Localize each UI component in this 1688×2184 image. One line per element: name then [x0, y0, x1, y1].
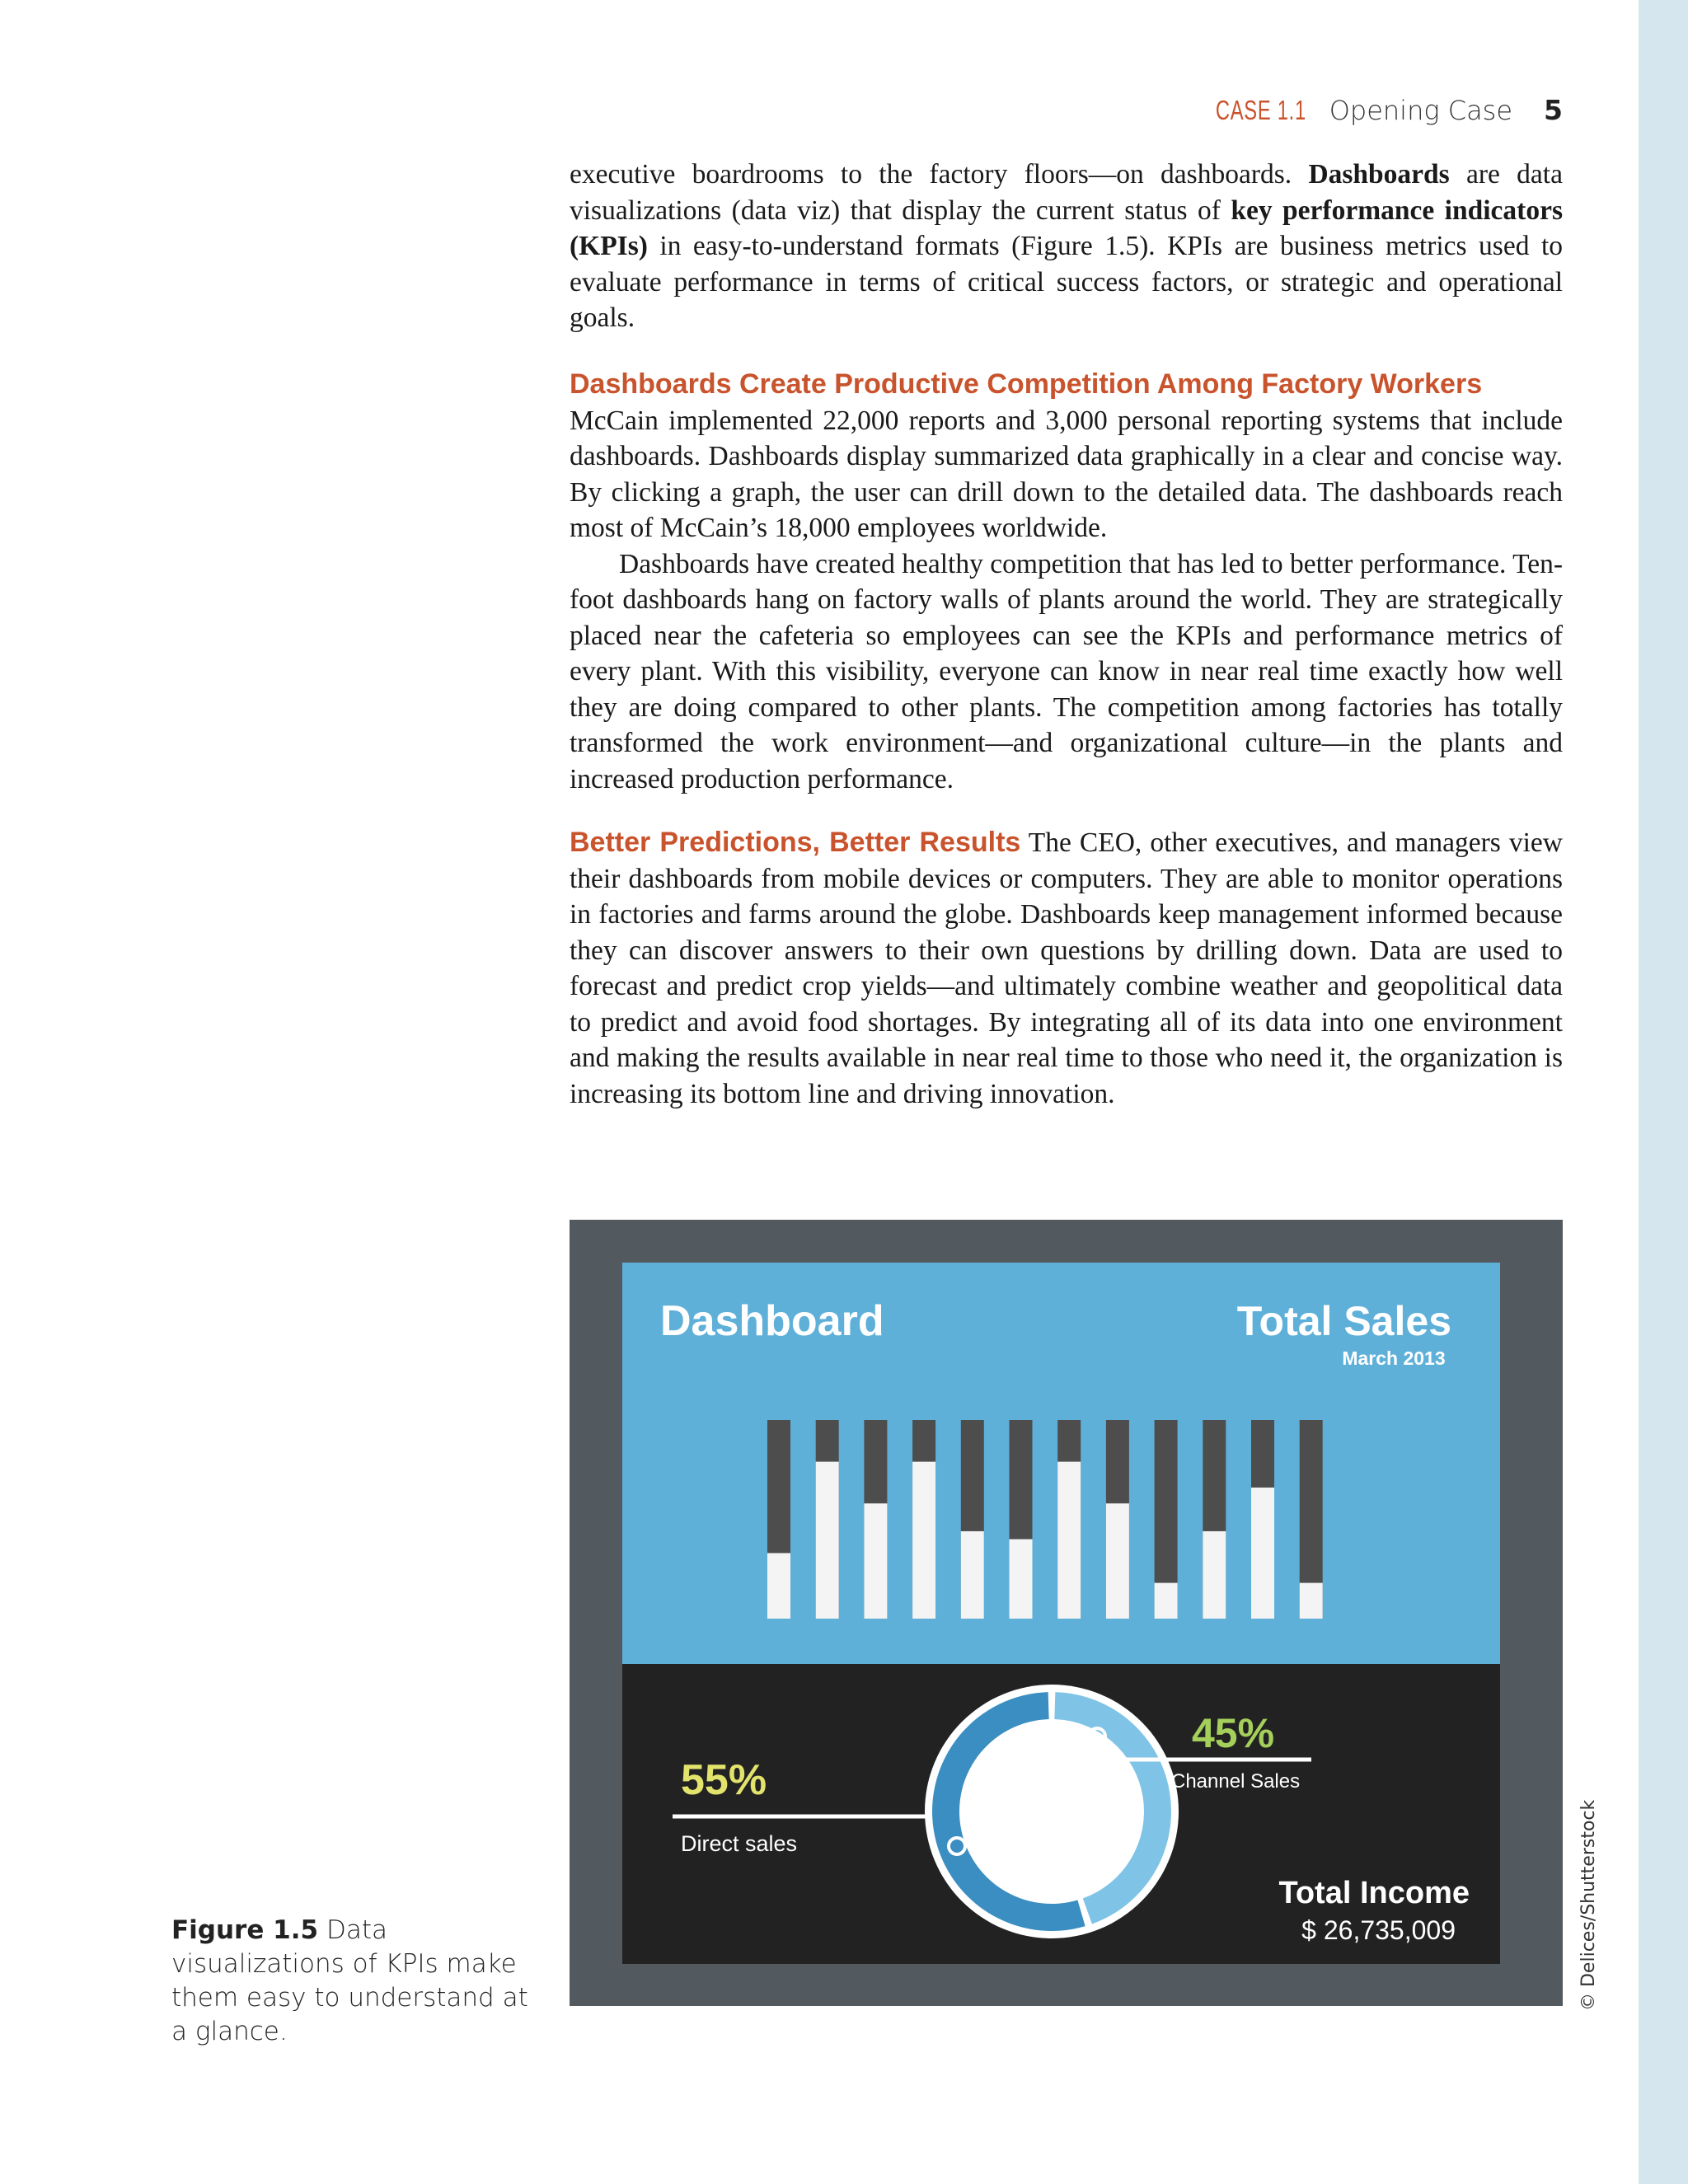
- paragraph-intro: [570, 157, 1563, 336]
- paragraph-reports: McCain implemented 22,000 reports and 3,000 personal reporting systems that include dashboards. Dashboards display summarized data graphically in a clear and concise way. By clicking a graph, the user can drill down to the detailed data. The dashboards reach most of McCain’s 18,000 employees worldwide.: [570, 405, 1563, 543]
- total-sales-period: March 2013: [1342, 1347, 1446, 1369]
- figure-caption-text: Data visualizations of KPIs make them easy to understand at a glance.: [171, 1915, 528, 2046]
- paragraph-competition: Dashboards have created healthy competition that has led to better performance. Ten-foot dashboards hang on factory walls of plants around the world. They are strategically placed near the cafeteria so employees can see the KPIs and performance metrics of every plant. With this visibility, everyone can know in near real time exactly how well they are doing compared to other plants. The competition among factories has totally transformed the work environment—and organizational culture—in the plants and increased production performance.: [570, 548, 1563, 794]
- paragraph-predictions: [570, 825, 1563, 1112]
- term-dashboards: Dashboards: [1308, 159, 1450, 190]
- direct-sales-label: Direct sales: [681, 1831, 798, 1856]
- dashboard-illustration: [570, 1220, 1563, 2006]
- total-income-value: $ 26,735,009: [1301, 1915, 1456, 1945]
- total-sales-title: Total Sales: [1236, 1298, 1451, 1344]
- dashboard-title: Dashboard: [660, 1297, 884, 1345]
- section-heading-competition: Dashboards Create Productive Competition Among Factory Workers: [570, 368, 1483, 400]
- term-kpis: key performance indicators (KPIs): [570, 194, 1563, 261]
- donut-chart: [925, 1685, 1179, 1938]
- page-number: 5: [1544, 94, 1563, 126]
- intro-text-c: in easy-to-understand formats (Figure 1.5). KPIs are business metrics used to evaluate performance in terms of critical success factors, or strategic and operational goals.: [570, 231, 1563, 333]
- channel-sales-percent: 45%: [1192, 1710, 1275, 1756]
- figure-caption: [171, 1914, 551, 2049]
- case-title: Opening Case: [1329, 95, 1513, 126]
- figure-dashboard: [570, 1220, 1563, 2006]
- predictions-text: The CEO, other executives, and managers view their dashboards from mobile devices or computers. They are able to monitor operations in factories and farms around the globe. Dashboards keep management informed because they can discover answers to their own questions by drilling down. Data are used to forecast and predict crop yields—and ultimately combine weather and geopolitical data to predict and avoid food shortages. By integrating all of its data into one environment and making the results available in near real time to those who need it, the organization is increasing its bottom line and driving innovation.: [570, 827, 1563, 1109]
- bar-4: [912, 1462, 935, 1619]
- direct-sales-percent: 55%: [681, 1756, 767, 1804]
- bar-8: [1106, 1503, 1129, 1619]
- image-credit: © Delices/Shutterstock: [1578, 1799, 1599, 2011]
- section-heading-predictions: Better Predictions, Better Results: [570, 827, 1021, 858]
- bar-12: [1300, 1583, 1323, 1619]
- intro-text-b: are data visualizations (data viz) that display the current status of: [570, 159, 1563, 226]
- donut-hole: [964, 1724, 1139, 1899]
- bar-7: [1057, 1462, 1081, 1619]
- channel-sales-label: Channel Sales: [1171, 1770, 1301, 1793]
- bar-10: [1203, 1531, 1226, 1619]
- page-edge-band: [1639, 0, 1688, 2184]
- body-text-column: [570, 157, 1563, 1112]
- bar-1: [767, 1553, 790, 1619]
- bar-2: [816, 1462, 839, 1619]
- running-head: [1180, 94, 1563, 126]
- bar-3: [864, 1503, 887, 1619]
- case-label: CASE 1.1: [1215, 95, 1306, 125]
- bar-9: [1155, 1583, 1178, 1619]
- figure-label: Figure 1.5: [171, 1915, 319, 1945]
- total-income-label: Total Income: [1278, 1876, 1470, 1910]
- bar-6: [1010, 1540, 1033, 1619]
- intro-text-a: executive boardrooms to the factory floors—on dashboards.: [570, 159, 1309, 190]
- bar-11: [1251, 1488, 1274, 1619]
- bar-5: [961, 1531, 984, 1619]
